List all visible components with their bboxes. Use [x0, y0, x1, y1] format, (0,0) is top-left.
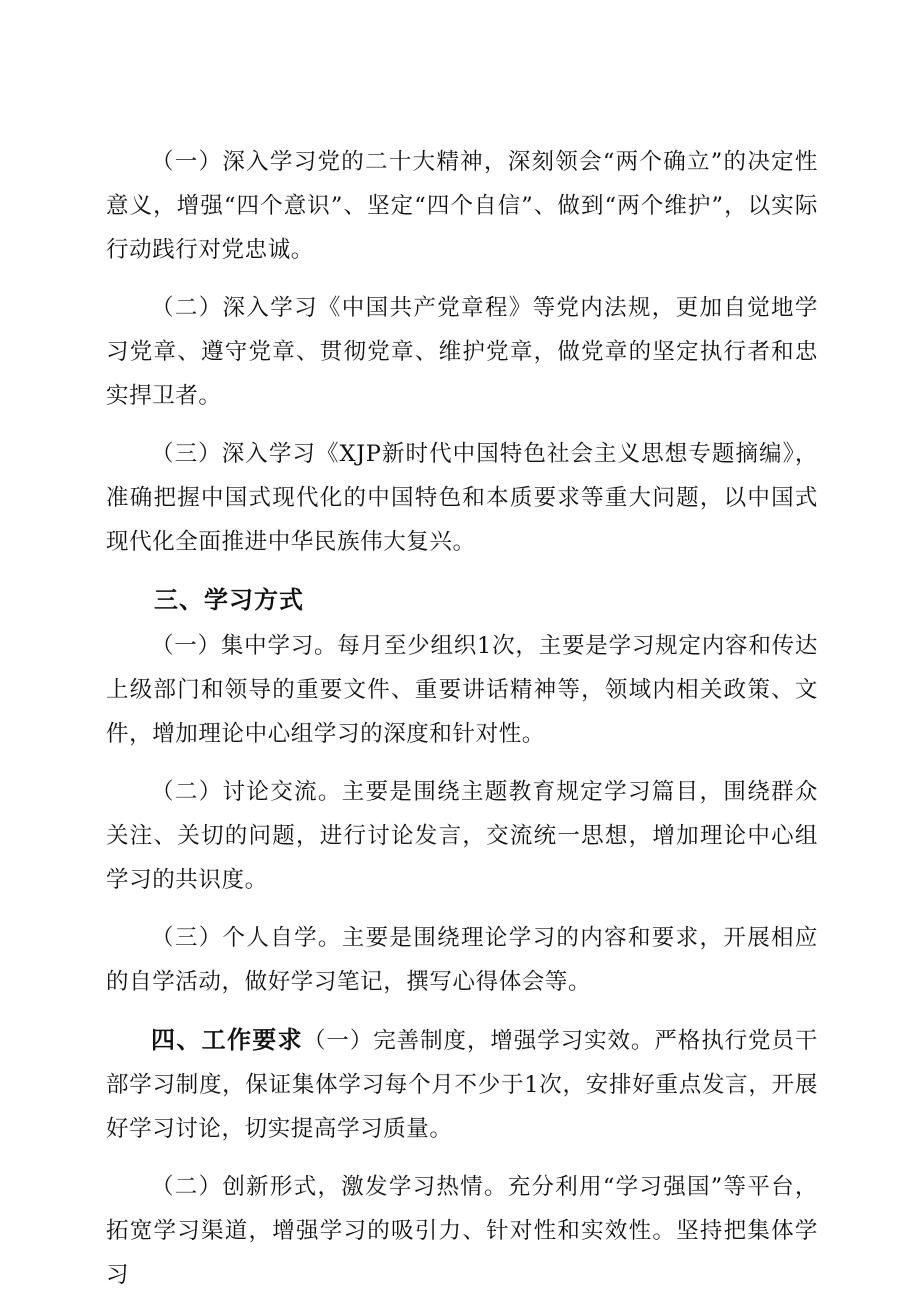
paragraph-work-requirements-second: （二）创新形式，激发学习热情。充分利用“学习强国”等平台，拓宽学习渠道，增强学习的吸引力、针对性和实效性。坚持把集体学习: [106, 1174, 818, 1288]
document-body: [106, 140, 818, 1311]
paragraph-discussion-exchange: （二）讨论交流。主要是围绕主题教育规定学习篇目，围绕群众关注、关切的问题，进行讨论发言，交流统一思想，增加理论中心组学习的共识度。: [106, 779, 818, 893]
section-heading-work-requirements: 四、工作要求: [151, 1025, 303, 1054]
section-heading-study-methods: 三、学习方式: [154, 585, 304, 614]
paragraph-centralized-study: （一）集中学习。每月至少组织1次，主要是学习规定内容和传达上级部门和领导的重要文件、重要讲话精神等，领域内相关政策、文件，增加理论中心组学习的深度和针对性。: [106, 633, 818, 747]
work-requirement-first-text: （一）完善制度，增强学习实效。严格执行党员干部学习制度，保证集体学习每个月不少于1次，安排好重点发言，开展好学习讨论，切实提高学习质量。: [106, 1028, 819, 1142]
paragraph-self-study: （三）个人自学。主要是围绕理论学习的内容和要求，开展相应的自学活动，做好学习笔记，撰写心得体会等。: [106, 925, 818, 995]
paragraph-work-requirements-first: [106, 1018, 818, 1151]
paragraph-study-party-constitution: （二）深入学习《中国共产党章程》等党内法规，更加自觉地学习党章、遵守党章、贯彻党章、维护党章，做党章的坚定执行者和忠实捍卫者。: [106, 295, 818, 409]
paragraph-study-twentieth-congress: （一）深入学习党的二十大精神，深刻领会“两个确立”的决定性意义，增强“四个意识”、坚定“四个自信”、做到“两个维护”，以实际行动践行对党忠诚。: [106, 149, 818, 263]
paragraph-study-thought-excerpts: （三）深入学习《XJP新时代中国特色社会主义思想专题摘编》，准确把握中国式现代化的中国特色和本质要求等重大问题，以中国式现代化全面推进中华民族伟大复兴。: [106, 441, 818, 555]
